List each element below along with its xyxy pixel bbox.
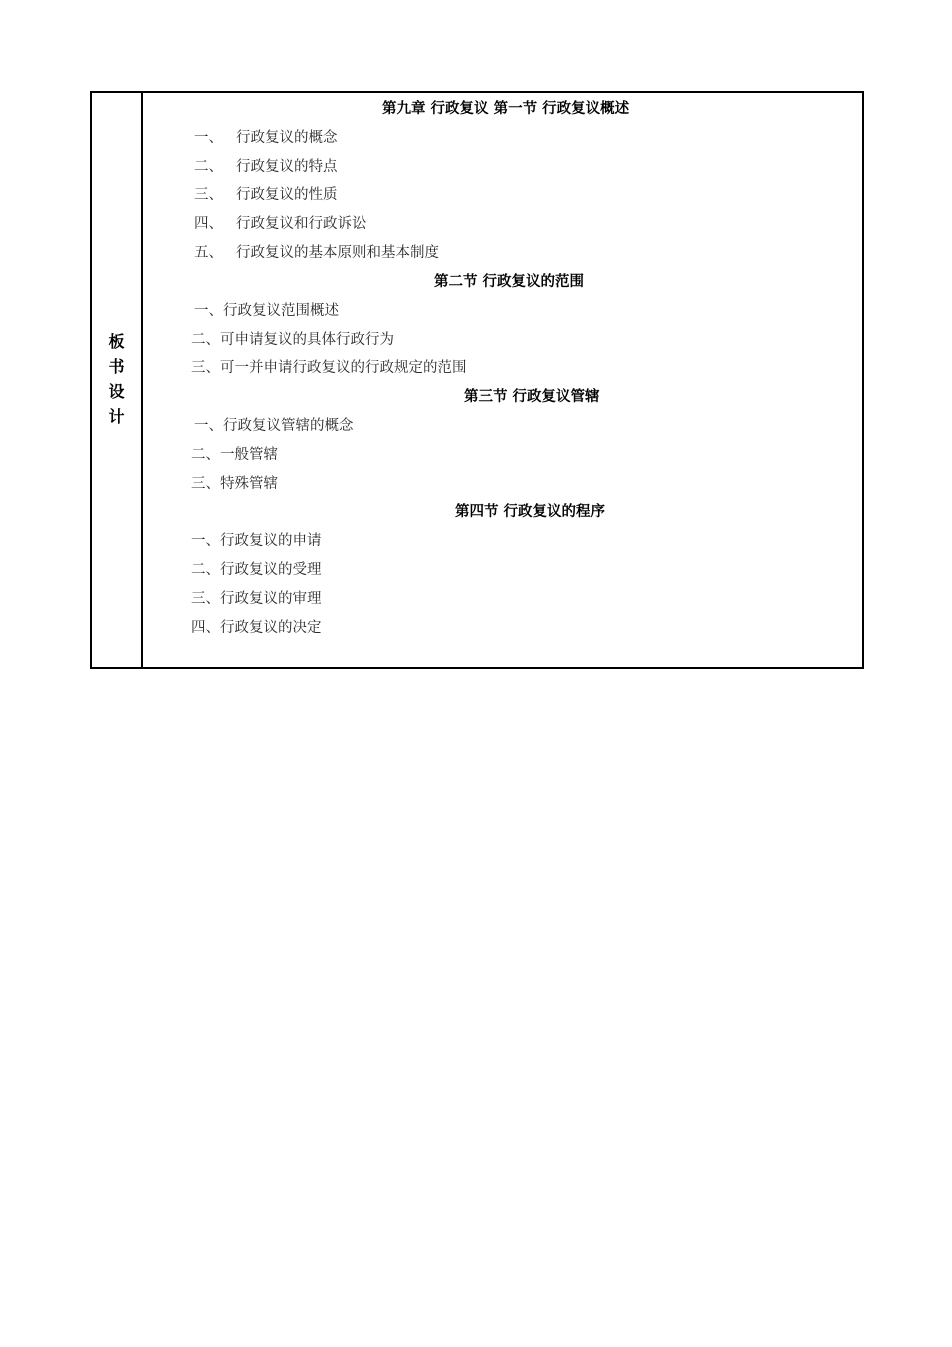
side-label-cell — [92, 93, 143, 667]
list-item — [194, 185, 338, 205]
chapter-heading: 第九章 行政复议 第一节 行政复议概述 — [382, 101, 630, 117]
list-item: 一、行政复议的申请 — [191, 533, 322, 549]
list-item — [194, 128, 338, 148]
item-text: 行政复议的特点 — [236, 159, 338, 175]
list-item: 三、行政复议的审理 — [191, 591, 322, 607]
list-item: 二、一般管辖 — [191, 447, 278, 463]
section-heading: 第四节 行政复议的程序 — [455, 504, 606, 520]
list-item — [194, 157, 338, 177]
item-number: 四、 — [194, 216, 223, 232]
list-item: 二、行政复议的受理 — [191, 562, 322, 578]
section-heading: 第三节 行政复议管辖 — [464, 389, 600, 405]
section-heading: 第二节 行政复议的范围 — [434, 274, 585, 290]
list-item — [194, 214, 367, 234]
board-design-table — [90, 91, 864, 669]
list-item: 三、特殊管辖 — [191, 476, 278, 492]
item-number: 三、 — [194, 187, 223, 203]
item-text: 行政复议和行政诉讼 — [236, 216, 367, 232]
list-item: 一、行政复议管辖的概念 — [194, 418, 354, 434]
list-item: 四、行政复议的决定 — [191, 620, 322, 636]
side-label-char: 设 — [108, 382, 125, 401]
item-text: 行政复议的基本原则和基本制度 — [236, 245, 439, 261]
list-item: 一、行政复议范围概述 — [194, 303, 339, 319]
list-item: 三、可一并申请行政复议的行政规定的范围 — [191, 360, 467, 376]
item-number: 五、 — [194, 245, 223, 261]
side-label-char: 书 — [108, 357, 125, 376]
list-item — [194, 243, 439, 263]
item-text: 行政复议的概念 — [236, 130, 338, 146]
side-label-char: 板 — [108, 332, 125, 351]
item-text: 行政复议的性质 — [236, 187, 338, 203]
item-number: 二、 — [194, 159, 223, 175]
side-label — [92, 329, 141, 429]
item-number: 一、 — [194, 130, 223, 146]
side-label-char: 计 — [108, 407, 125, 426]
list-item: 二、可申请复议的具体行政行为 — [191, 332, 394, 348]
